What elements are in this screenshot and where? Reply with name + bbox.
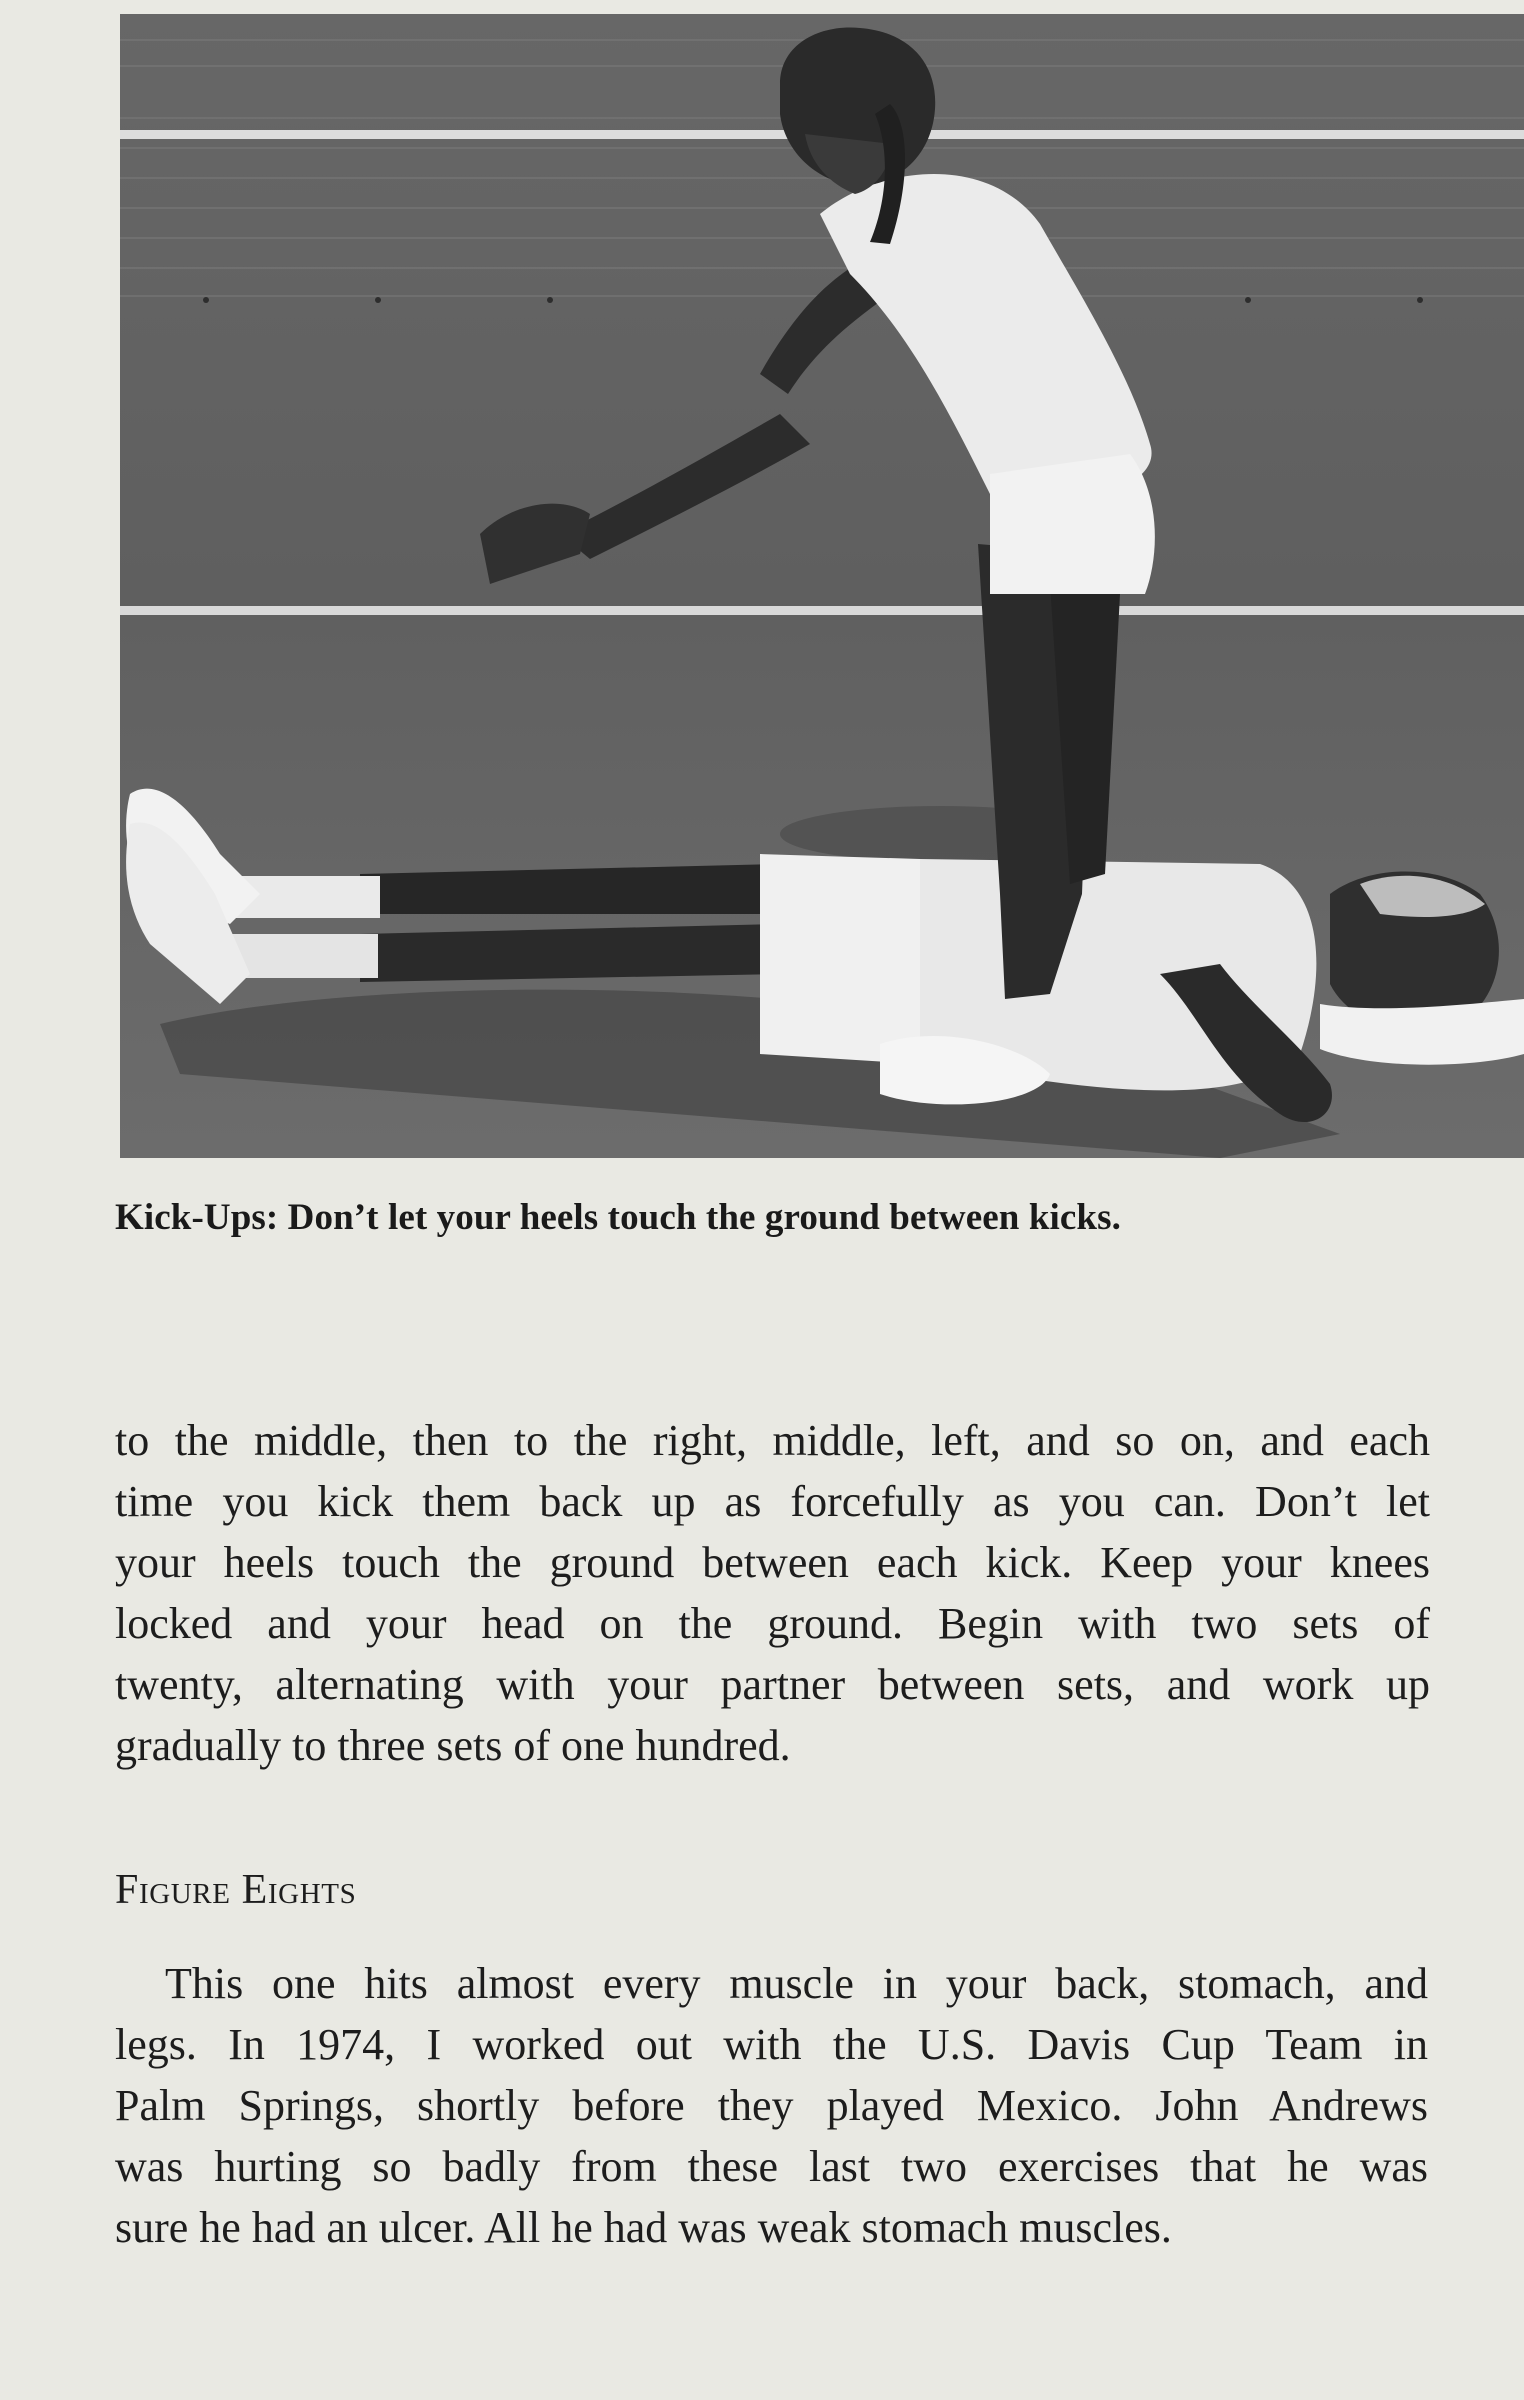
paragraph-line: was hurting so badly from these last two exercises that he was	[115, 2142, 1428, 2191]
paragraph-line: to the middle, then to the right, middle, left, and so on, and each	[115, 1416, 1430, 1465]
exercise-photo	[120, 14, 1524, 1158]
body-paragraph-2	[115, 1953, 1428, 2258]
paragraph-line: gradually to three sets of one hundred.	[115, 1721, 791, 1770]
paragraph-line: sure he had an ulcer. All he had was weak stomach muscles.	[115, 2203, 1172, 2252]
paragraph-line: This one hits almost every muscle in your back, stomach, and	[165, 1959, 1428, 2008]
body-paragraph-1	[115, 1410, 1430, 1776]
figure-caption: Kick-Ups: Don’t let your heels touch the ground between kicks.	[115, 1197, 1121, 1238]
paragraph-line: time you kick them back up as forcefully as you can. Don’t let	[115, 1477, 1430, 1526]
paragraph-line: twenty, alternating with your partner between sets, and work up	[115, 1660, 1430, 1709]
paragraph-line: your heels touch the ground between each kick. Keep your knees	[115, 1538, 1430, 1587]
paragraph-line: legs. In 1974, I worked out with the U.S. Davis Cup Team in	[115, 2020, 1428, 2069]
paragraph-line: locked and your head on the ground. Begin with two sets of	[115, 1599, 1430, 1648]
kick-ups-illustration	[120, 14, 1524, 1158]
paragraph-line: Palm Springs, shortly before they played Mexico. John Andrews	[115, 2081, 1428, 2130]
section-heading: Figure Eights	[115, 1867, 357, 1913]
